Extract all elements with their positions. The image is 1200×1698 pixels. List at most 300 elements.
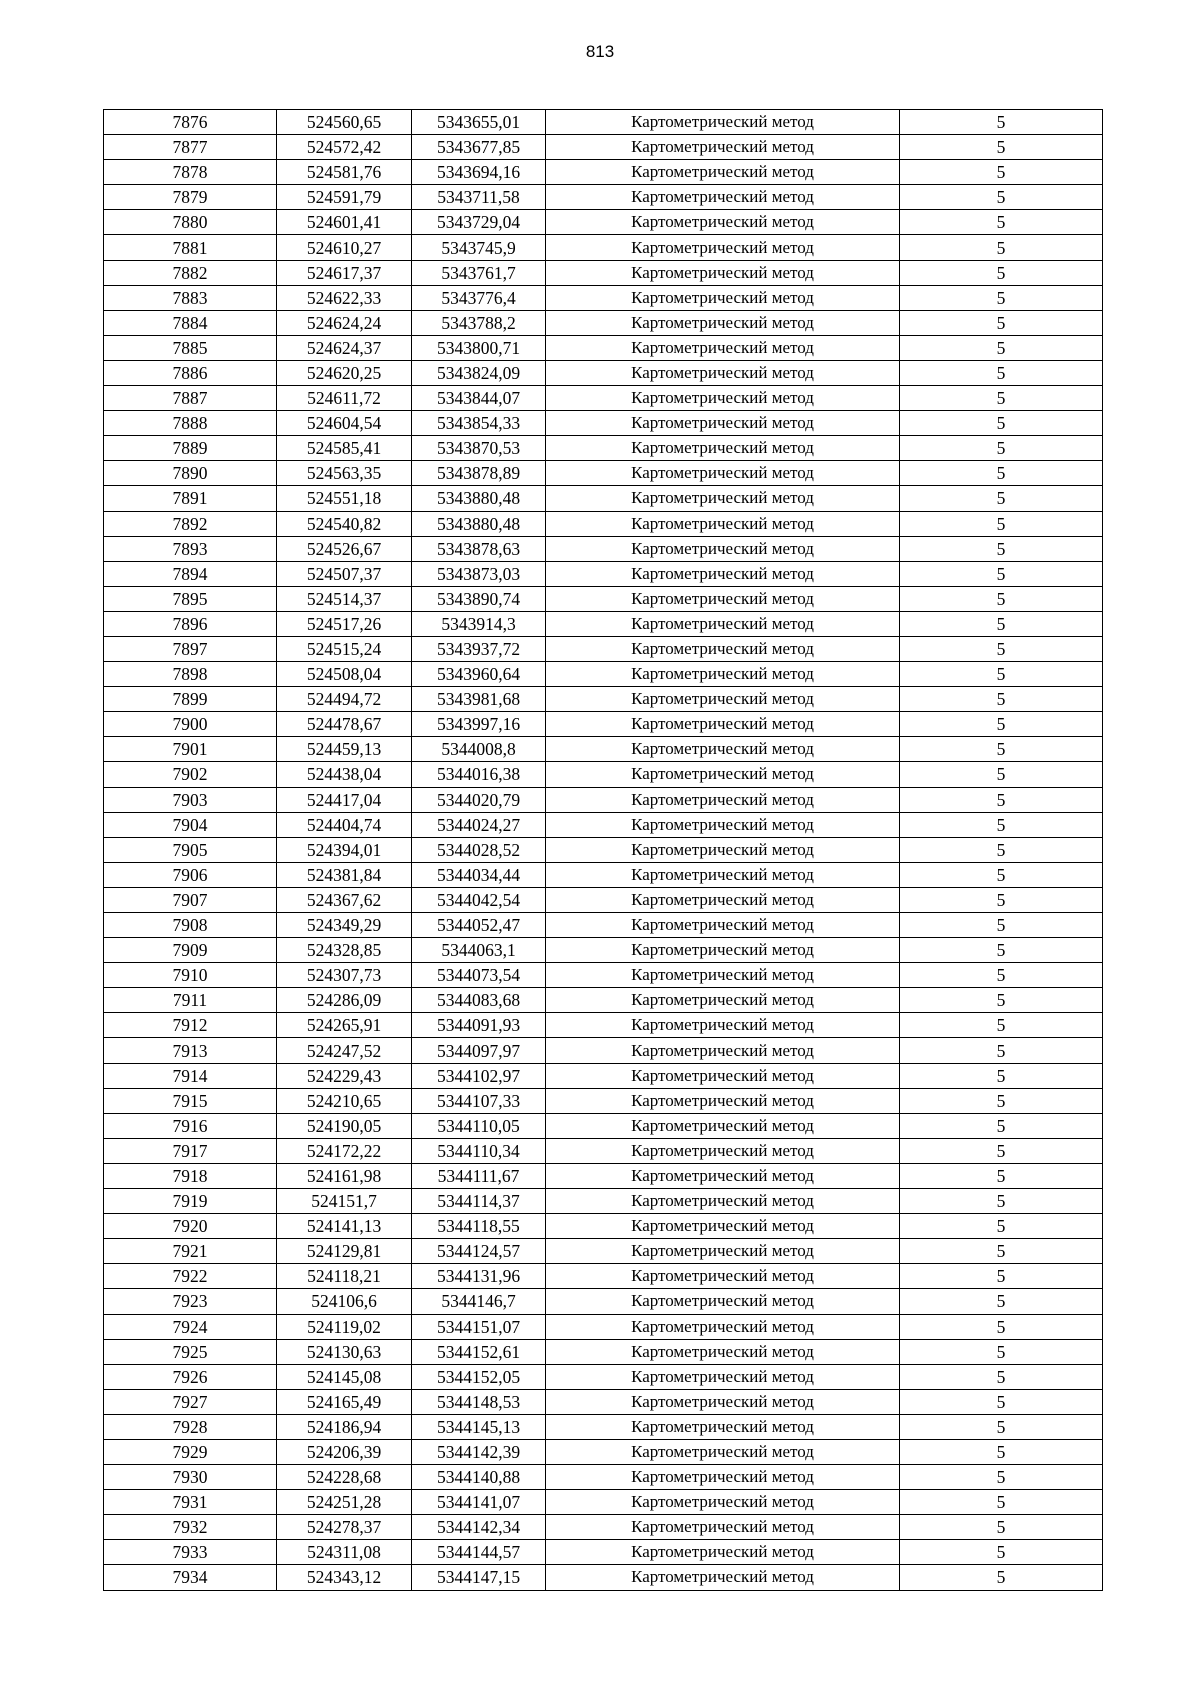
table-row <box>104 963 1103 988</box>
point-number-cell: 7920 <box>104 1214 277 1239</box>
method-cell: Картометрический метод <box>546 1138 900 1163</box>
accuracy-cell: 5 <box>900 1314 1103 1339</box>
table-row <box>104 687 1103 712</box>
accuracy-cell: 5 <box>900 1439 1103 1464</box>
accuracy-cell: 5 <box>900 235 1103 260</box>
y-coordinate-cell: 5343981,68 <box>412 687 546 712</box>
point-number-cell: 7934 <box>104 1565 277 1590</box>
x-coordinate-cell: 524165,49 <box>277 1389 412 1414</box>
x-coordinate-cell: 524585,41 <box>277 436 412 461</box>
accuracy-cell: 5 <box>900 1565 1103 1590</box>
method-cell: Картометрический метод <box>546 1063 900 1088</box>
point-number-cell: 7905 <box>104 837 277 862</box>
point-number-cell: 7876 <box>104 110 277 135</box>
point-number-cell: 7926 <box>104 1364 277 1389</box>
y-coordinate-cell: 5343870,53 <box>412 436 546 461</box>
x-coordinate-cell: 524494,72 <box>277 687 412 712</box>
x-coordinate-cell: 524129,81 <box>277 1239 412 1264</box>
method-cell: Картометрический метод <box>546 511 900 536</box>
method-cell: Картометрический метод <box>546 486 900 511</box>
method-cell: Картометрический метод <box>546 1364 900 1389</box>
x-coordinate-cell: 524106,6 <box>277 1289 412 1314</box>
table-row <box>104 1289 1103 1314</box>
x-coordinate-cell: 524367,62 <box>277 887 412 912</box>
method-cell: Картометрический метод <box>546 461 900 486</box>
y-coordinate-cell: 5344097,97 <box>412 1038 546 1063</box>
accuracy-cell: 5 <box>900 812 1103 837</box>
table-row <box>104 1389 1103 1414</box>
x-coordinate-cell: 524130,63 <box>277 1339 412 1364</box>
y-coordinate-cell: 5344141,07 <box>412 1490 546 1515</box>
x-coordinate-cell: 524551,18 <box>277 486 412 511</box>
x-coordinate-cell: 524229,43 <box>277 1063 412 1088</box>
method-cell: Картометрический метод <box>546 335 900 360</box>
accuracy-cell: 5 <box>900 436 1103 461</box>
table-row <box>104 561 1103 586</box>
table-row <box>104 1490 1103 1515</box>
x-coordinate-cell: 524206,39 <box>277 1439 412 1464</box>
accuracy-cell: 5 <box>900 335 1103 360</box>
point-number-cell: 7896 <box>104 611 277 636</box>
table-row <box>104 636 1103 661</box>
table-row <box>104 1540 1103 1565</box>
point-number-cell: 7902 <box>104 762 277 787</box>
accuracy-cell: 5 <box>900 837 1103 862</box>
x-coordinate-cell: 524404,74 <box>277 812 412 837</box>
x-coordinate-cell: 524278,37 <box>277 1515 412 1540</box>
table-row <box>104 812 1103 837</box>
x-coordinate-cell: 524417,04 <box>277 787 412 812</box>
point-number-cell: 7884 <box>104 310 277 335</box>
accuracy-cell: 5 <box>900 561 1103 586</box>
y-coordinate-cell: 5344091,93 <box>412 1013 546 1038</box>
y-coordinate-cell: 5344034,44 <box>412 862 546 887</box>
y-coordinate-cell: 5344142,39 <box>412 1439 546 1464</box>
accuracy-cell: 5 <box>900 310 1103 335</box>
point-number-cell: 7880 <box>104 210 277 235</box>
method-cell: Картометрический метод <box>546 110 900 135</box>
x-coordinate-cell: 524622,33 <box>277 285 412 310</box>
x-coordinate-cell: 524349,29 <box>277 913 412 938</box>
accuracy-cell: 5 <box>900 787 1103 812</box>
method-cell: Картометрический метод <box>546 762 900 787</box>
y-coordinate-cell: 5343776,4 <box>412 285 546 310</box>
x-coordinate-cell: 524311,08 <box>277 1540 412 1565</box>
method-cell: Картометрический метод <box>546 1289 900 1314</box>
table-row <box>104 787 1103 812</box>
method-cell: Картометрический метод <box>546 787 900 812</box>
y-coordinate-cell: 5344107,33 <box>412 1088 546 1113</box>
point-number-cell: 7923 <box>104 1289 277 1314</box>
method-cell: Картометрический метод <box>546 913 900 938</box>
table-row <box>104 1013 1103 1038</box>
method-cell: Картометрический метод <box>546 1314 900 1339</box>
x-coordinate-cell: 524186,94 <box>277 1414 412 1439</box>
accuracy-cell: 5 <box>900 210 1103 235</box>
point-number-cell: 7899 <box>104 687 277 712</box>
x-coordinate-cell: 524478,67 <box>277 712 412 737</box>
x-coordinate-cell: 524526,67 <box>277 536 412 561</box>
point-number-cell: 7883 <box>104 285 277 310</box>
method-cell: Картометрический метод <box>546 386 900 411</box>
y-coordinate-cell: 5344020,79 <box>412 787 546 812</box>
y-coordinate-cell: 5343761,7 <box>412 260 546 285</box>
method-cell: Картометрический метод <box>546 1515 900 1540</box>
x-coordinate-cell: 524328,85 <box>277 938 412 963</box>
x-coordinate-cell: 524145,08 <box>277 1364 412 1389</box>
y-coordinate-cell: 5343800,71 <box>412 335 546 360</box>
point-number-cell: 7925 <box>104 1339 277 1364</box>
x-coordinate-cell: 524394,01 <box>277 837 412 862</box>
table-row <box>104 436 1103 461</box>
method-cell: Картометрический метод <box>546 636 900 661</box>
accuracy-cell: 5 <box>900 737 1103 762</box>
y-coordinate-cell: 5344142,34 <box>412 1515 546 1540</box>
table-row <box>104 285 1103 310</box>
x-coordinate-cell: 524581,76 <box>277 160 412 185</box>
x-coordinate-cell: 524617,37 <box>277 260 412 285</box>
y-coordinate-cell: 5344145,13 <box>412 1414 546 1439</box>
table-row <box>104 1439 1103 1464</box>
method-cell: Картометрический метод <box>546 235 900 260</box>
x-coordinate-cell: 524247,52 <box>277 1038 412 1063</box>
method-cell: Картометрический метод <box>546 310 900 335</box>
accuracy-cell: 5 <box>900 486 1103 511</box>
table-row <box>104 1414 1103 1439</box>
point-number-cell: 7929 <box>104 1439 277 1464</box>
method-cell: Картометрический метод <box>546 436 900 461</box>
point-number-cell: 7892 <box>104 511 277 536</box>
accuracy-cell: 5 <box>900 160 1103 185</box>
x-coordinate-cell: 524624,24 <box>277 310 412 335</box>
table-row <box>104 1063 1103 1088</box>
x-coordinate-cell: 524601,41 <box>277 210 412 235</box>
point-number-cell: 7915 <box>104 1088 277 1113</box>
table-row <box>104 1088 1103 1113</box>
point-number-cell: 7924 <box>104 1314 277 1339</box>
table-row <box>104 1239 1103 1264</box>
y-coordinate-cell: 5343890,74 <box>412 586 546 611</box>
point-number-cell: 7927 <box>104 1389 277 1414</box>
accuracy-cell: 5 <box>900 1414 1103 1439</box>
table-row <box>104 260 1103 285</box>
accuracy-cell: 5 <box>900 636 1103 661</box>
point-number-cell: 7919 <box>104 1189 277 1214</box>
y-coordinate-cell: 5343878,89 <box>412 461 546 486</box>
y-coordinate-cell: 5344152,05 <box>412 1364 546 1389</box>
table-row <box>104 1364 1103 1389</box>
table-row <box>104 160 1103 185</box>
accuracy-cell: 5 <box>900 963 1103 988</box>
x-coordinate-cell: 524572,42 <box>277 135 412 160</box>
method-cell: Картометрический метод <box>546 1088 900 1113</box>
table-row <box>104 837 1103 862</box>
table-row <box>104 386 1103 411</box>
method-cell: Картометрический метод <box>546 1013 900 1038</box>
y-coordinate-cell: 5344028,52 <box>412 837 546 862</box>
y-coordinate-cell: 5344144,57 <box>412 1540 546 1565</box>
accuracy-cell: 5 <box>900 662 1103 687</box>
table-row <box>104 185 1103 210</box>
x-coordinate-cell: 524151,7 <box>277 1189 412 1214</box>
table-row <box>104 461 1103 486</box>
method-cell: Картометрический метод <box>546 360 900 385</box>
table-row <box>104 210 1103 235</box>
y-coordinate-cell: 5344083,68 <box>412 988 546 1013</box>
x-coordinate-cell: 524540,82 <box>277 511 412 536</box>
method-cell: Картометрический метод <box>546 210 900 235</box>
point-number-cell: 7909 <box>104 938 277 963</box>
point-number-cell: 7897 <box>104 636 277 661</box>
method-cell: Картометрический метод <box>546 1239 900 1264</box>
accuracy-cell: 5 <box>900 611 1103 636</box>
table-row <box>104 310 1103 335</box>
method-cell: Картометрический метод <box>546 862 900 887</box>
method-cell: Картометрический метод <box>546 260 900 285</box>
y-coordinate-cell: 5343873,03 <box>412 561 546 586</box>
y-coordinate-cell: 5344016,38 <box>412 762 546 787</box>
y-coordinate-cell: 5344008,8 <box>412 737 546 762</box>
point-number-cell: 7894 <box>104 561 277 586</box>
y-coordinate-cell: 5344147,15 <box>412 1565 546 1590</box>
method-cell: Картометрический метод <box>546 887 900 912</box>
accuracy-cell: 5 <box>900 260 1103 285</box>
method-cell: Картометрический метод <box>546 712 900 737</box>
accuracy-cell: 5 <box>900 411 1103 436</box>
y-coordinate-cell: 5344152,61 <box>412 1339 546 1364</box>
table-row <box>104 110 1103 135</box>
point-number-cell: 7933 <box>104 1540 277 1565</box>
point-number-cell: 7916 <box>104 1113 277 1138</box>
accuracy-cell: 5 <box>900 1163 1103 1188</box>
table-row <box>104 938 1103 963</box>
method-cell: Картометрический метод <box>546 1565 900 1590</box>
table-row <box>104 360 1103 385</box>
method-cell: Картометрический метод <box>546 411 900 436</box>
method-cell: Картометрический метод <box>546 185 900 210</box>
accuracy-cell: 5 <box>900 1214 1103 1239</box>
point-number-cell: 7904 <box>104 812 277 837</box>
method-cell: Картометрический метод <box>546 1389 900 1414</box>
x-coordinate-cell: 524515,24 <box>277 636 412 661</box>
accuracy-cell: 5 <box>900 1038 1103 1063</box>
table-row <box>104 1565 1103 1590</box>
y-coordinate-cell: 5344114,37 <box>412 1189 546 1214</box>
y-coordinate-cell: 5343711,58 <box>412 185 546 210</box>
y-coordinate-cell: 5344110,34 <box>412 1138 546 1163</box>
point-number-cell: 7879 <box>104 185 277 210</box>
table-row <box>104 1339 1103 1364</box>
table-row <box>104 135 1103 160</box>
point-number-cell: 7888 <box>104 411 277 436</box>
y-coordinate-cell: 5344063,1 <box>412 938 546 963</box>
table-row <box>104 662 1103 687</box>
accuracy-cell: 5 <box>900 762 1103 787</box>
method-cell: Картометрический метод <box>546 285 900 310</box>
accuracy-cell: 5 <box>900 1013 1103 1038</box>
method-cell: Картометрический метод <box>546 837 900 862</box>
x-coordinate-cell: 524604,54 <box>277 411 412 436</box>
table-row <box>104 1465 1103 1490</box>
accuracy-cell: 5 <box>900 862 1103 887</box>
point-number-cell: 7910 <box>104 963 277 988</box>
y-coordinate-cell: 5344124,57 <box>412 1239 546 1264</box>
y-coordinate-cell: 5344118,55 <box>412 1214 546 1239</box>
x-coordinate-cell: 524190,05 <box>277 1113 412 1138</box>
y-coordinate-cell: 5344148,53 <box>412 1389 546 1414</box>
method-cell: Картометрический метод <box>546 160 900 185</box>
y-coordinate-cell: 5343788,2 <box>412 310 546 335</box>
point-number-cell: 7921 <box>104 1239 277 1264</box>
table-row <box>104 586 1103 611</box>
y-coordinate-cell: 5343960,64 <box>412 662 546 687</box>
accuracy-cell: 5 <box>900 1138 1103 1163</box>
method-cell: Картометрический метод <box>546 1465 900 1490</box>
table-row <box>104 1189 1103 1214</box>
y-coordinate-cell: 5343914,3 <box>412 611 546 636</box>
table-row <box>104 486 1103 511</box>
accuracy-cell: 5 <box>900 360 1103 385</box>
x-coordinate-cell: 524514,37 <box>277 586 412 611</box>
method-cell: Картометрический метод <box>546 1163 900 1188</box>
method-cell: Картометрический метод <box>546 1214 900 1239</box>
y-coordinate-cell: 5343878,63 <box>412 536 546 561</box>
x-coordinate-cell: 524507,37 <box>277 561 412 586</box>
method-cell: Картометрический метод <box>546 737 900 762</box>
point-number-cell: 7918 <box>104 1163 277 1188</box>
method-cell: Картометрический метод <box>546 1038 900 1063</box>
point-number-cell: 7893 <box>104 536 277 561</box>
table-row <box>104 1515 1103 1540</box>
table-row <box>104 335 1103 360</box>
y-coordinate-cell: 5344140,88 <box>412 1465 546 1490</box>
accuracy-cell: 5 <box>900 461 1103 486</box>
x-coordinate-cell: 524620,25 <box>277 360 412 385</box>
accuracy-cell: 5 <box>900 1339 1103 1364</box>
table-row <box>104 235 1103 260</box>
x-coordinate-cell: 524560,65 <box>277 110 412 135</box>
accuracy-cell: 5 <box>900 1364 1103 1389</box>
point-number-cell: 7898 <box>104 662 277 687</box>
point-number-cell: 7931 <box>104 1490 277 1515</box>
point-number-cell: 7928 <box>104 1414 277 1439</box>
accuracy-cell: 5 <box>900 712 1103 737</box>
point-number-cell: 7878 <box>104 160 277 185</box>
x-coordinate-cell: 524307,73 <box>277 963 412 988</box>
table-row <box>104 712 1103 737</box>
accuracy-cell: 5 <box>900 511 1103 536</box>
point-number-cell: 7922 <box>104 1264 277 1289</box>
table-row <box>104 1038 1103 1063</box>
x-coordinate-cell: 524228,68 <box>277 1465 412 1490</box>
y-coordinate-cell: 5343880,48 <box>412 511 546 536</box>
y-coordinate-cell: 5343824,09 <box>412 360 546 385</box>
method-cell: Картометрический метод <box>546 1490 900 1515</box>
y-coordinate-cell: 5343880,48 <box>412 486 546 511</box>
point-number-cell: 7911 <box>104 988 277 1013</box>
y-coordinate-cell: 5343937,72 <box>412 636 546 661</box>
accuracy-cell: 5 <box>900 1264 1103 1289</box>
y-coordinate-cell: 5344042,54 <box>412 887 546 912</box>
point-number-cell: 7885 <box>104 335 277 360</box>
x-coordinate-cell: 524610,27 <box>277 235 412 260</box>
table-row <box>104 988 1103 1013</box>
table-row <box>104 1264 1103 1289</box>
table-row <box>104 862 1103 887</box>
y-coordinate-cell: 5344151,07 <box>412 1314 546 1339</box>
x-coordinate-cell: 524161,98 <box>277 1163 412 1188</box>
point-number-cell: 7901 <box>104 737 277 762</box>
point-number-cell: 7930 <box>104 1465 277 1490</box>
accuracy-cell: 5 <box>900 913 1103 938</box>
accuracy-cell: 5 <box>900 536 1103 561</box>
table-row <box>104 737 1103 762</box>
method-cell: Картометрический метод <box>546 1264 900 1289</box>
point-number-cell: 7903 <box>104 787 277 812</box>
table-row <box>104 611 1103 636</box>
x-coordinate-cell: 524591,79 <box>277 185 412 210</box>
table-row <box>104 1163 1103 1188</box>
point-number-cell: 7890 <box>104 461 277 486</box>
method-cell: Картометрический метод <box>546 561 900 586</box>
point-number-cell: 7877 <box>104 135 277 160</box>
accuracy-cell: 5 <box>900 1465 1103 1490</box>
method-cell: Картометрический метод <box>546 1113 900 1138</box>
accuracy-cell: 5 <box>900 1063 1103 1088</box>
point-number-cell: 7882 <box>104 260 277 285</box>
y-coordinate-cell: 5344024,27 <box>412 812 546 837</box>
y-coordinate-cell: 5344131,96 <box>412 1264 546 1289</box>
point-number-cell: 7881 <box>104 235 277 260</box>
point-number-cell: 7887 <box>104 386 277 411</box>
method-cell: Картометрический метод <box>546 687 900 712</box>
method-cell: Картометрический метод <box>546 135 900 160</box>
point-number-cell: 7932 <box>104 1515 277 1540</box>
x-coordinate-cell: 524172,22 <box>277 1138 412 1163</box>
accuracy-cell: 5 <box>900 1088 1103 1113</box>
x-coordinate-cell: 524611,72 <box>277 386 412 411</box>
method-cell: Картометрический метод <box>546 586 900 611</box>
point-number-cell: 7913 <box>104 1038 277 1063</box>
point-number-cell: 7914 <box>104 1063 277 1088</box>
point-number-cell: 7908 <box>104 913 277 938</box>
x-coordinate-cell: 524563,35 <box>277 461 412 486</box>
point-number-cell: 7912 <box>104 1013 277 1038</box>
x-coordinate-cell: 524438,04 <box>277 762 412 787</box>
accuracy-cell: 5 <box>900 1540 1103 1565</box>
y-coordinate-cell: 5344111,67 <box>412 1163 546 1188</box>
method-cell: Картометрический метод <box>546 1189 900 1214</box>
y-coordinate-cell: 5344052,47 <box>412 913 546 938</box>
x-coordinate-cell: 524517,26 <box>277 611 412 636</box>
accuracy-cell: 5 <box>900 687 1103 712</box>
method-cell: Картометрический метод <box>546 1439 900 1464</box>
accuracy-cell: 5 <box>900 1515 1103 1540</box>
x-coordinate-cell: 524624,37 <box>277 335 412 360</box>
x-coordinate-cell: 524118,21 <box>277 1264 412 1289</box>
method-cell: Картометрический метод <box>546 938 900 963</box>
y-coordinate-cell: 5343997,16 <box>412 712 546 737</box>
method-cell: Картометрический метод <box>546 611 900 636</box>
coordinates-table <box>103 109 1103 1591</box>
accuracy-cell: 5 <box>900 110 1103 135</box>
table-row <box>104 913 1103 938</box>
accuracy-cell: 5 <box>900 887 1103 912</box>
accuracy-cell: 5 <box>900 1490 1103 1515</box>
accuracy-cell: 5 <box>900 1113 1103 1138</box>
x-coordinate-cell: 524343,12 <box>277 1565 412 1590</box>
y-coordinate-cell: 5343655,01 <box>412 110 546 135</box>
